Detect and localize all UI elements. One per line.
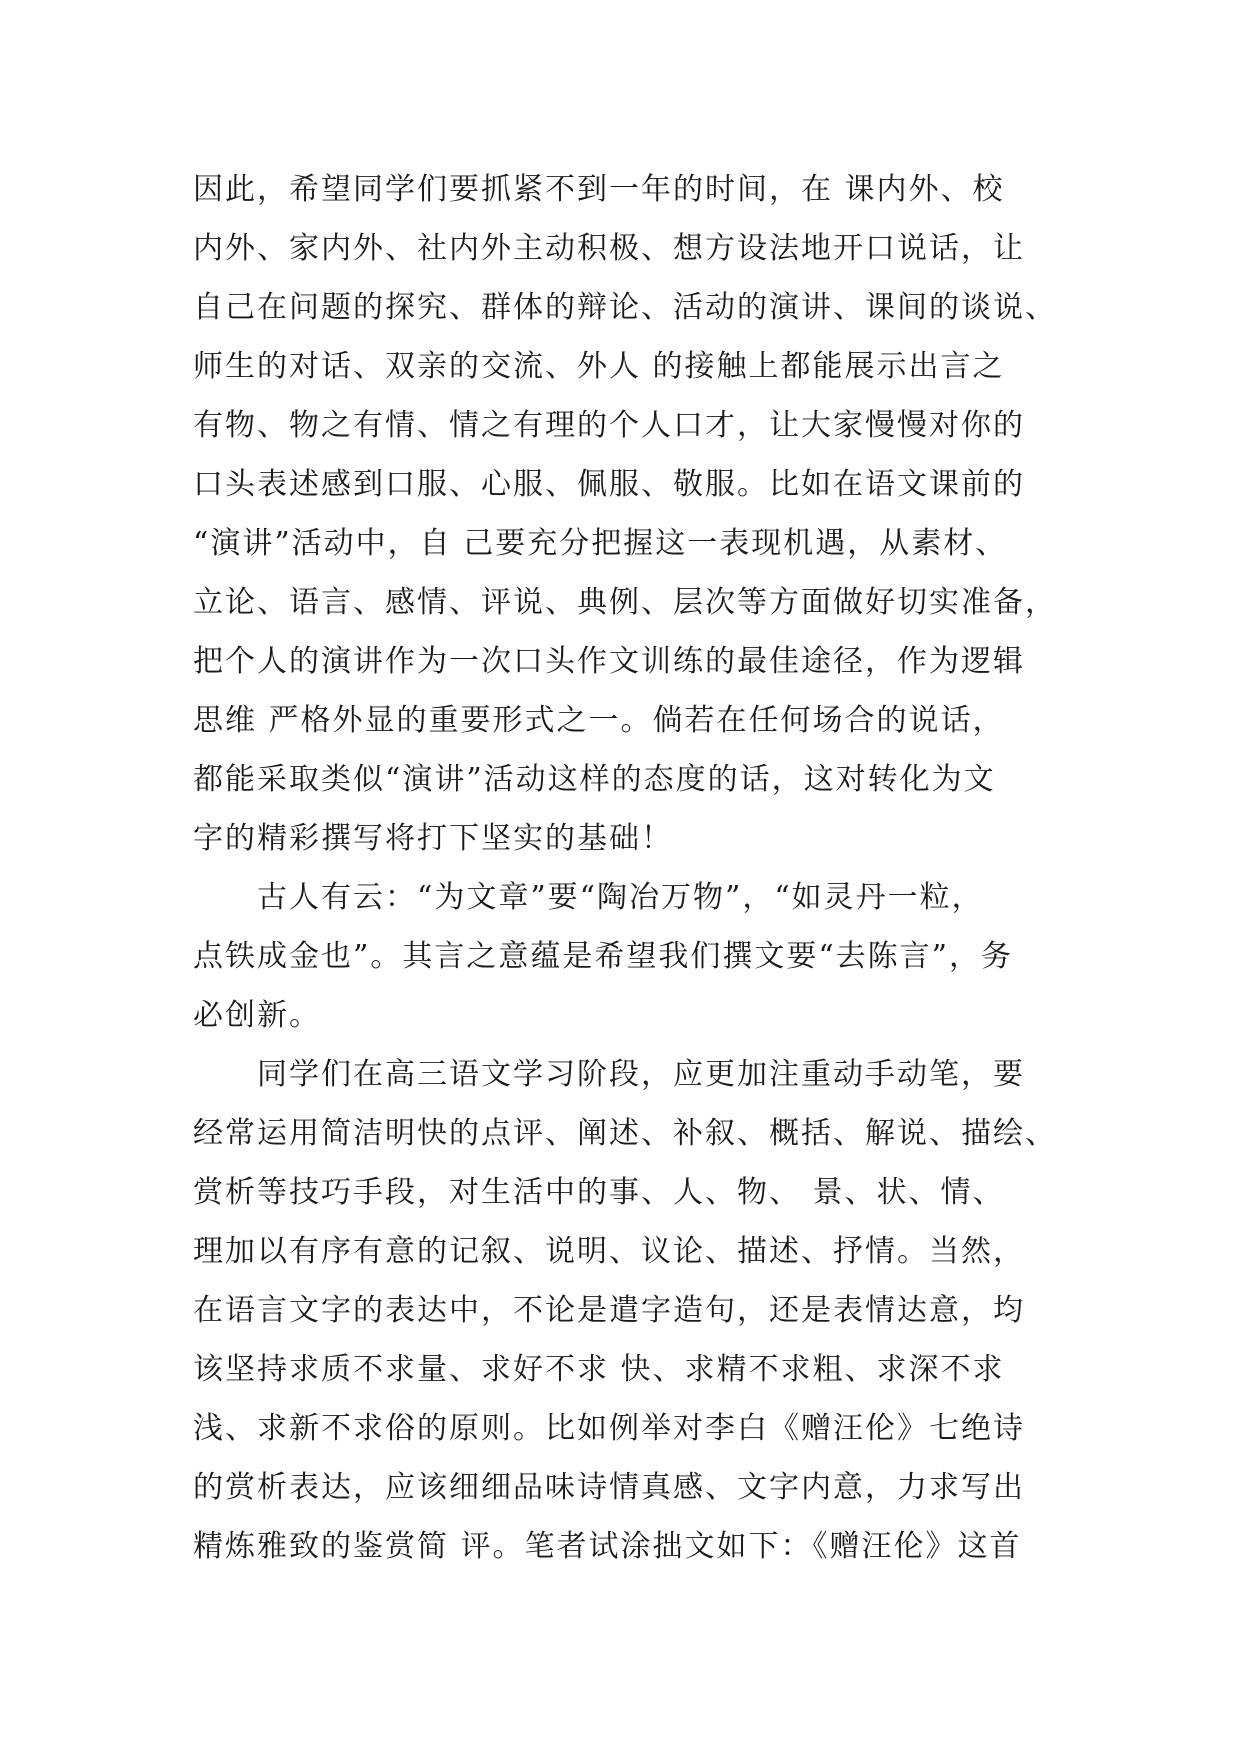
- text-line: 都能采取类似“演讲”活动这样的态度的话，这对转化为文: [193, 762, 996, 797]
- text-line: 有物、物之有情、情之有理的个人口才，让大家慢慢对你的: [193, 408, 1025, 443]
- text-line: 赏析等技巧手段，对生活中的事、人、物、 景、状、情、: [193, 1175, 1005, 1210]
- paragraph-start-line: 古人有云：“为文章”要“陶冶万物”，“如灵丹一粒，: [257, 880, 984, 915]
- body-text: [193, 160, 1073, 1576]
- text-line: 经常运用简洁明快的点评、阐述、补叙、概括、解说、描绘、: [193, 1116, 1057, 1151]
- text-line: 浅、求新不求俗的原则。比如例举对李白《赠汪伦》七绝诗: [193, 1411, 1025, 1446]
- text-line: 思维 严格外显的重要形式之一。倘若在任何场合的说话，: [193, 703, 1005, 738]
- text-line: 在语言文字的表达中，不论是遣字造句，还是表情达意，均: [193, 1293, 1025, 1328]
- text-line: 因此，希望同学们要抓紧不到一年的时间，在 课内外、校: [193, 172, 1005, 207]
- text-line: 必创新。: [193, 998, 321, 1033]
- text-line: 口头表述感到口服、心服、佩服、敬服。比如在语文课前的: [193, 467, 1025, 502]
- text-line: 把个人的演讲作为一次口头作文训练的最佳途径，作为逻辑: [193, 644, 1025, 679]
- text-line: 自己在问题的探究、群体的辩论、活动的演讲、课间的谈说、: [193, 290, 1057, 325]
- text-line: 点铁成金也”。其言之意蕴是希望我们撰文要“去陈言”，务: [193, 939, 1014, 974]
- text-line: 精炼雅致的鉴赏简 评。笔者试涂拙文如下：《赠汪伦》这首: [193, 1529, 1022, 1564]
- text-line: 该坚持求质不求量、求好不求 快、求精不求粗、求深不求: [193, 1352, 1005, 1387]
- text-line: “演讲”活动中，自 己要充分把握这一表现机遇，从素材、: [193, 526, 1008, 561]
- text-line: 立论、语言、感情、评说、典例、层次等方面做好切实准备，: [193, 585, 1057, 620]
- text-line: 理加以有序有意的记叙、说明、议论、描述、抒情。当然，: [193, 1234, 1025, 1269]
- text-line: 内外、家内外、社内外主动积极、想方设法地开口说话，让: [193, 231, 1025, 266]
- text-line: 字的精彩撰写将打下坚实的基础！: [193, 821, 673, 856]
- text-line: 的赏析表达，应该细细品味诗情真感、文字内意，力求写出: [193, 1470, 1025, 1505]
- text-line: 师生的对话、双亲的交流、外人 的接触上都能展示出言之: [193, 349, 1005, 384]
- paragraph-start-line: 同学们在高三语文学习阶段，应更加注重动手动笔，要: [257, 1057, 1025, 1092]
